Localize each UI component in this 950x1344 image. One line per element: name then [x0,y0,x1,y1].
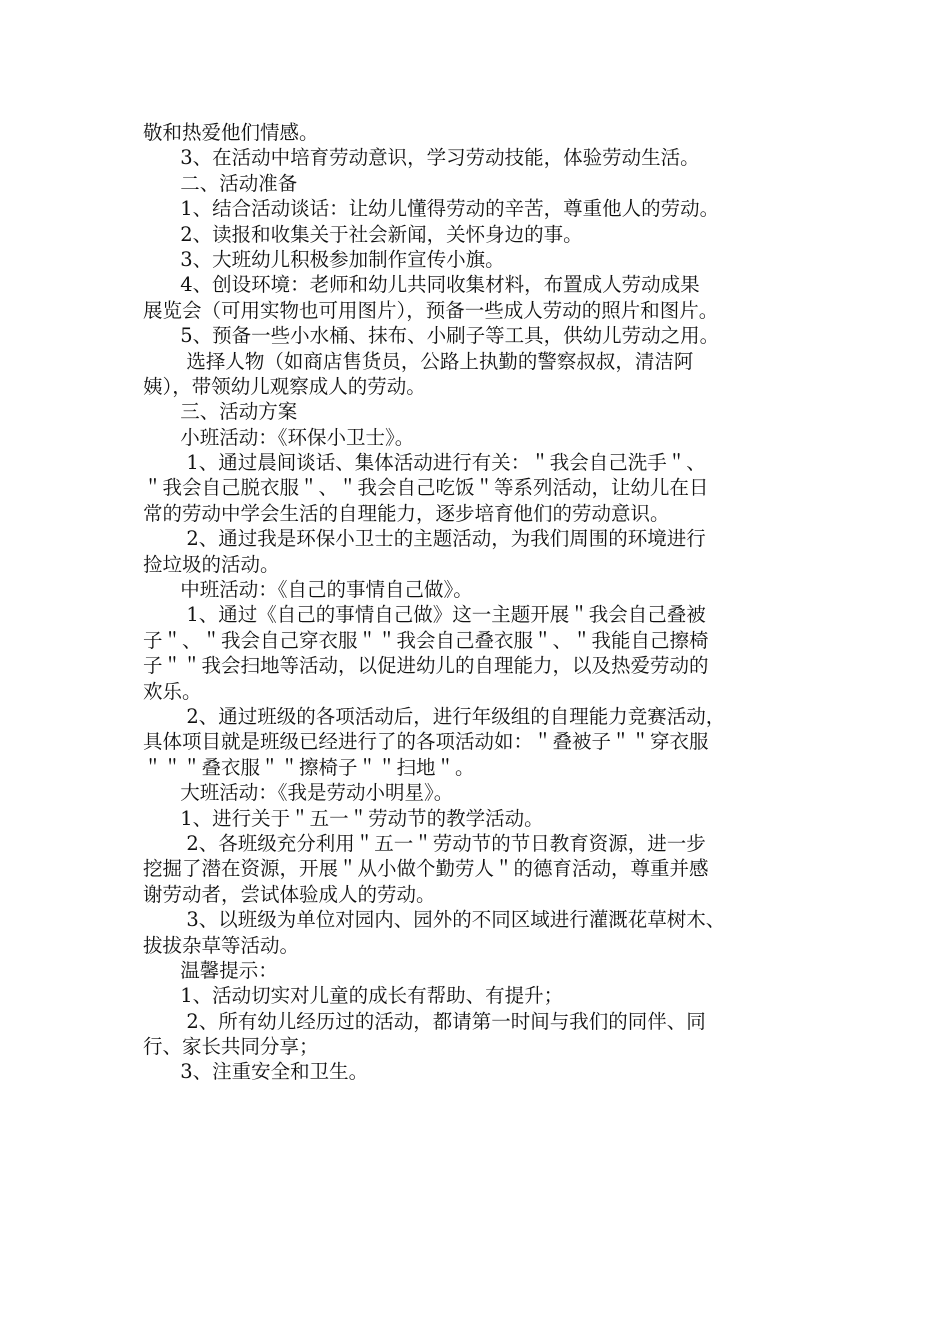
text-line: 1、进行关于＂五一＂劳动节的教学活动。 [143,806,544,830]
text-line: 1、通过晨间谈话、集体活动进行有关：＂我会自己洗手＂、 [143,451,706,475]
text-line: 4、创设环境：老师和幼儿共同收集材料，布置成人劳动成果 [143,273,700,297]
text-line: 2、读报和收集关于社会新闻，关怀身边的事。 [143,222,583,246]
text-line: 敬和热爱他们情感。 [143,121,319,144]
text-line: 2、所有幼儿经历过的活动，都请第一时间与我们的同伴、同 [143,1009,706,1033]
text-line: 2、各班级充分利用＂五一＂劳动节的节日教育资源，进一步 [143,831,706,855]
text-line: ＂我会自己脱衣服＂、＂我会自己吃饭＂等系列活动，让幼儿在日 [143,476,709,500]
text-line: 3、注重安全和卫生。 [143,1060,369,1084]
text-line: 挖掘了潜在资源，开展＂从小做个勤劳人＂的德育活动，尊重并感 [143,857,709,881]
text-line: 2、通过班级的各项活动后，进行年级组的自理能力竞赛活动， [143,704,726,728]
document-body [143,120,825,1085]
tips-heading: 温馨提示： [143,958,278,982]
text-line: 1、结合活动谈话：让幼儿懂得劳动的辛苦，尊重他人的劳动。 [143,197,720,221]
text-line: 3、在活动中培育劳动意识，学习劳动技能，体验劳动生活。 [143,146,700,170]
text-line: 谢劳动者，尝试体验成人的劳动。 [143,882,436,906]
subsection-heading: 中班活动：《自己的事情自己做》。 [143,578,473,602]
text-line: 1、通过《自己的事情自己做》这一主题开展＂我会自己叠被 [143,603,706,627]
text-line: 常的劳动中学会生活的自理能力，逐步培育他们的劳动意识。 [143,501,670,525]
text-line: 选择人物（如商店售货员，公路上执勤的警察叔叔，清洁阿 [143,349,694,373]
section-heading: 三、活动方案 [143,400,298,424]
subsection-heading: 小班活动：《环保小卫士》。 [143,425,415,449]
text-line: 1、活动切实对儿童的成长有帮助、有提升； [143,984,564,1008]
text-line: 欢乐。 [143,679,202,703]
text-line: 子＂、＂我会自己穿衣服＂＂我会自己叠衣服＂、＂我能自己擦椅 [143,628,709,652]
text-line: 具体项目就是班级已经进行了的各项活动如：＂叠被子＂＂穿衣服 [143,730,709,754]
text-line: 捡垃圾的活动。 [143,552,280,576]
text-line: 拔拔杂草等活动。 [143,933,300,957]
text-line: 3、以班级为单位对园内、园外的不同区域进行灌溉花草树木、 [143,908,726,932]
text-line: 5、预备一些小水桶、抹布、小刷子等工具，供幼儿劳动之用。 [143,324,720,348]
text-line: ＂＂＂叠衣服＂＂擦椅子＂＂扫地＂。 [143,755,475,779]
subsection-heading: 大班活动：《我是劳动小明星》。 [143,781,454,805]
section-heading: 二、活动准备 [143,171,298,195]
text-line: 姨），带领幼儿观察成人的劳动。 [143,374,426,398]
text-line: 子＂＂我会扫地等活动，以促进幼儿的自理能力，以及热爱劳动的 [143,654,709,678]
text-line: 2、通过我是环保小卫士的主题活动，为我们周围的环境进行 [143,527,706,551]
text-line: 行、家长共同分享； [143,1035,319,1059]
text-line: 3、大班幼儿积极参加制作宣传小旗。 [143,247,505,271]
text-line: 展览会（可用实物也可用图片），预备一些成人劳动的照片和图片。 [143,298,719,322]
